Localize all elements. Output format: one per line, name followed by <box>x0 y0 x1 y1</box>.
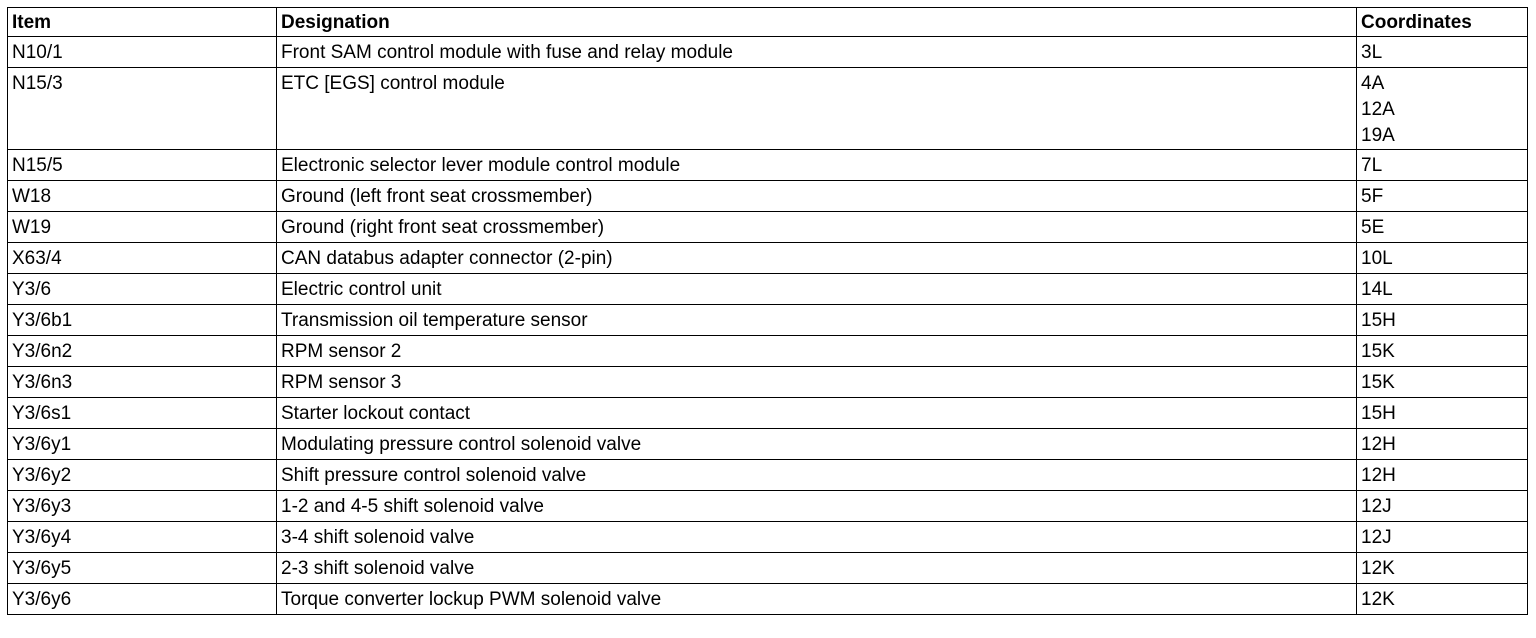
cell-item: Y3/6y6 <box>8 584 277 615</box>
table-row <box>8 584 1528 615</box>
coordinate-value: 15H <box>1361 403 1396 424</box>
cell-item: Y3/6 <box>8 274 277 305</box>
coordinate-value: 15K <box>1361 341 1395 362</box>
table-row <box>8 460 1528 491</box>
coordinate-value: 12A <box>1361 99 1395 120</box>
table-row <box>8 212 1528 243</box>
cell-coordinates <box>1357 243 1528 274</box>
table-row <box>8 37 1528 68</box>
header-row <box>8 8 1528 37</box>
cell-coordinates <box>1357 491 1528 522</box>
cell-item: N10/1 <box>8 37 277 68</box>
cell-designation: Ground (right front seat crossmember) <box>277 212 1357 243</box>
cell-coordinates <box>1357 460 1528 491</box>
cell-designation: Ground (left front seat crossmember) <box>277 181 1357 212</box>
coordinate-value: 12J <box>1361 496 1392 517</box>
table-row <box>8 274 1528 305</box>
cell-item: N15/5 <box>8 150 277 181</box>
cell-item: Y3/6n3 <box>8 367 277 398</box>
table-row <box>8 336 1528 367</box>
coordinate-value: 15K <box>1361 372 1395 393</box>
table-row <box>8 522 1528 553</box>
cell-designation: RPM sensor 2 <box>277 336 1357 367</box>
cell-item: Y3/6y4 <box>8 522 277 553</box>
cell-item: Y3/6n2 <box>8 336 277 367</box>
cell-coordinates <box>1357 305 1528 336</box>
cell-item: N15/3 <box>8 68 277 150</box>
coordinate-value: 14L <box>1361 279 1393 300</box>
cell-coordinates <box>1357 522 1528 553</box>
table-row <box>8 491 1528 522</box>
coordinate-value: 15H <box>1361 310 1396 331</box>
header-coordinates: Coordinates <box>1357 8 1528 37</box>
coordinate-value: 12H <box>1361 465 1396 486</box>
cell-item: Y3/6y5 <box>8 553 277 584</box>
cell-designation: Starter lockout contact <box>277 398 1357 429</box>
cell-designation: Front SAM control module with fuse and relay module <box>277 37 1357 68</box>
cell-designation: CAN databus adapter connector (2-pin) <box>277 243 1357 274</box>
cell-coordinates <box>1357 553 1528 584</box>
coordinate-value: 5E <box>1361 217 1385 238</box>
cell-coordinates <box>1357 68 1528 150</box>
table-row <box>8 367 1528 398</box>
cell-item: X63/4 <box>8 243 277 274</box>
cell-item: W18 <box>8 181 277 212</box>
cell-designation: 3-4 shift solenoid valve <box>277 522 1357 553</box>
cell-designation: Torque converter lockup PWM solenoid valve <box>277 584 1357 615</box>
cell-coordinates <box>1357 429 1528 460</box>
coordinate-value: 10L <box>1361 248 1393 269</box>
coordinate-value: 12J <box>1361 527 1392 548</box>
cell-item: Y3/6s1 <box>8 398 277 429</box>
cell-item: Y3/6y1 <box>8 429 277 460</box>
table-row <box>8 150 1528 181</box>
header-item: Item <box>8 8 277 37</box>
cell-designation: Electric control unit <box>277 274 1357 305</box>
coordinate-value: 7L <box>1361 155 1383 176</box>
coordinate-value: 4A <box>1361 73 1385 94</box>
cell-coordinates <box>1357 336 1528 367</box>
table-row <box>8 398 1528 429</box>
cell-coordinates <box>1357 274 1528 305</box>
coordinate-value: 12K <box>1361 589 1395 610</box>
component-table-container <box>7 7 1527 615</box>
header-designation: Designation <box>277 8 1357 37</box>
cell-designation: Shift pressure control solenoid valve <box>277 460 1357 491</box>
table-header <box>8 8 1528 37</box>
table-row <box>8 243 1528 274</box>
table-row <box>8 68 1528 150</box>
cell-designation: RPM sensor 3 <box>277 367 1357 398</box>
table-row <box>8 553 1528 584</box>
table-row <box>8 181 1528 212</box>
cell-coordinates <box>1357 212 1528 243</box>
cell-coordinates <box>1357 398 1528 429</box>
coordinate-value: 3L <box>1361 42 1383 63</box>
cell-coordinates <box>1357 584 1528 615</box>
coordinate-value: 12K <box>1361 558 1395 579</box>
cell-designation: ETC [EGS] control module <box>277 68 1357 150</box>
cell-designation: 2-3 shift solenoid valve <box>277 553 1357 584</box>
cell-designation: 1-2 and 4-5 shift solenoid valve <box>277 491 1357 522</box>
cell-designation: Transmission oil temperature sensor <box>277 305 1357 336</box>
cell-coordinates <box>1357 181 1528 212</box>
coordinate-value: 19A <box>1361 125 1395 146</box>
table-row <box>8 429 1528 460</box>
cell-coordinates <box>1357 150 1528 181</box>
cell-coordinates <box>1357 367 1528 398</box>
coordinate-value: 12H <box>1361 434 1396 455</box>
table-body <box>8 37 1528 615</box>
cell-coordinates <box>1357 37 1528 68</box>
table-row <box>8 305 1528 336</box>
cell-item: Y3/6y3 <box>8 491 277 522</box>
cell-designation: Electronic selector lever module control module <box>277 150 1357 181</box>
cell-item: W19 <box>8 212 277 243</box>
coordinate-value: 5F <box>1361 186 1384 207</box>
cell-designation: Modulating pressure control solenoid valve <box>277 429 1357 460</box>
cell-item: Y3/6y2 <box>8 460 277 491</box>
component-legend-table <box>7 7 1528 615</box>
cell-item: Y3/6b1 <box>8 305 277 336</box>
